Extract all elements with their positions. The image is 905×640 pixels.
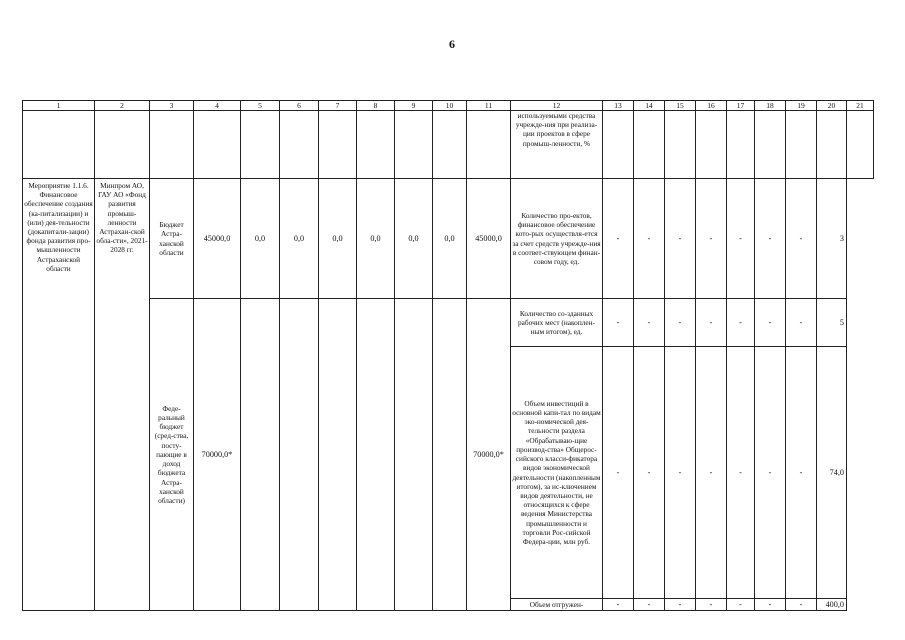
indicator-cell: Объем инвестиций в основной капи-тал по видам эко-номической дея-тельности раздела «Обрабатываю-щие производ-ства» Общерос-сийского класси-фикатора видов экономической деятельности (накопленным итогом), за ис-ключением видов деятельности, не относящихся к сфере ведения Министерства промышленности и торговли Рос-сийской Федера-ции, млн руб. [511, 347, 603, 599]
measure-name-cell: Мероприятие 1.1.6. Финансовое обеспечение создания (ка-питализации) и (или) дея-тельности (докапитали-зации) фонда развития про-мышленности Астраханской области [23, 179, 95, 611]
header-cell: 10 [433, 101, 467, 111]
page-number: 6 [449, 37, 455, 51]
indicator-cell: используемыми средства учрежде-ния при реализа-ции проектов в сфере промыш-ленности, % [511, 111, 603, 179]
year-amount-cell: 0,0 [433, 179, 467, 299]
indicator-value-cell: 400,0 [817, 599, 847, 611]
header-cell: 3 [150, 101, 194, 111]
dash-cell: - [696, 599, 727, 611]
empty-cell [395, 299, 433, 611]
empty-cell [194, 111, 241, 179]
empty-cell [357, 111, 395, 179]
header-cell: 20 [817, 101, 847, 111]
empty-cell [95, 111, 150, 179]
header-cell: 14 [634, 101, 665, 111]
dash-cell: - [665, 179, 696, 299]
header-cell: 18 [755, 101, 786, 111]
dash-cell: - [603, 599, 634, 611]
program-table [22, 100, 874, 611]
dash-cell: - [634, 347, 665, 599]
dash-cell: - [755, 299, 786, 347]
dash-cell: - [727, 179, 755, 299]
header-cell: 16 [696, 101, 727, 111]
empty-cell [727, 111, 755, 179]
year-amount-cell: 45000,0 [467, 179, 511, 299]
total-amount-cell: 70000,0* [194, 299, 241, 611]
empty-cell [150, 111, 194, 179]
empty-cell [357, 299, 395, 611]
funding-source-cell: Бюджет Астра-ханской области [150, 179, 194, 299]
dash-cell: - [696, 179, 727, 299]
dash-cell: - [696, 299, 727, 347]
header-cell: 4 [194, 101, 241, 111]
empty-cell [817, 111, 847, 179]
header-cell: 17 [727, 101, 755, 111]
empty-cell [241, 111, 280, 179]
dash-cell: - [665, 299, 696, 347]
empty-cell [319, 299, 357, 611]
dash-cell: - [665, 599, 696, 611]
dash-cell: - [603, 347, 634, 599]
header-cell: 2 [95, 101, 150, 111]
header-cell: 13 [603, 101, 634, 111]
year-amount-cell: 0,0 [319, 179, 357, 299]
total-amount-cell: 45000,0 [194, 179, 241, 299]
empty-cell [433, 111, 467, 179]
header-cell: 1 [23, 101, 95, 111]
dash-cell: - [786, 599, 817, 611]
dash-cell: - [634, 299, 665, 347]
header-cell: 19 [786, 101, 817, 111]
dash-cell: - [665, 347, 696, 599]
dash-cell: - [696, 347, 727, 599]
indicator-value-cell: 5 [817, 299, 847, 347]
header-cell: 11 [467, 101, 511, 111]
dash-cell: - [755, 599, 786, 611]
header-cell: 5 [241, 101, 280, 111]
header-cell: 12 [511, 101, 603, 111]
dash-cell: - [634, 599, 665, 611]
empty-cell [696, 111, 727, 179]
empty-cell [634, 111, 665, 179]
header-cell: 6 [280, 101, 319, 111]
empty-cell [241, 299, 280, 611]
empty-cell [847, 111, 874, 179]
empty-cell [665, 111, 696, 179]
dash-cell: - [603, 299, 634, 347]
empty-cell [23, 111, 95, 179]
table-row [23, 179, 874, 299]
dash-cell: - [755, 179, 786, 299]
dash-cell: - [755, 347, 786, 599]
empty-cell [467, 111, 511, 179]
header-cell: 9 [395, 101, 433, 111]
empty-cell [433, 299, 467, 611]
empty-cell [786, 111, 817, 179]
indicator-cell: Объем отгружен- [511, 599, 603, 611]
header-cell: 8 [357, 101, 395, 111]
header-cell: 21 [847, 101, 874, 111]
table-row [23, 299, 874, 347]
dash-cell: - [727, 299, 755, 347]
year-amount-cell: 0,0 [241, 179, 280, 299]
table-row [23, 111, 874, 179]
indicator-value-cell: 74,0 [817, 347, 847, 599]
indicator-value-cell: 3 [817, 179, 847, 299]
executor-cell: Минпром АО, ГАУ АО «Фонд развития промыш-ленности Астрахан-ской обла-сти», 2021-2028 гг. [95, 179, 150, 611]
dash-cell: - [634, 179, 665, 299]
dash-cell: - [603, 179, 634, 299]
header-row [23, 101, 874, 111]
indicator-cell: Количество про-ектов, финансовое обеспечение кото-рых осуществля-ется за счет средств учрежде-ния в соответ-ствующем финан-совом году, ед. [511, 179, 603, 299]
empty-cell [319, 111, 357, 179]
dash-cell: - [727, 599, 755, 611]
empty-cell [603, 111, 634, 179]
year-amount-cell: 0,0 [395, 179, 433, 299]
dash-cell: - [786, 347, 817, 599]
year-amount-cell: 0,0 [280, 179, 319, 299]
empty-cell [280, 111, 319, 179]
funding-source-cell: Феде-ральный бюджет (сред-ства, посту-пающие в доход бюджета Астра-ханской области) [150, 299, 194, 611]
year-amount-cell: 0,0 [357, 179, 395, 299]
empty-cell [755, 111, 786, 179]
dash-cell: - [786, 179, 817, 299]
header-cell: 15 [665, 101, 696, 111]
year-amount-cell: 70000,0* [467, 299, 511, 611]
header-cell: 7 [319, 101, 357, 111]
empty-cell [395, 111, 433, 179]
dash-cell: - [786, 299, 817, 347]
empty-cell [280, 299, 319, 611]
dash-cell: - [727, 347, 755, 599]
indicator-cell: Количество со-зданных рабочих мест (накоплен-ным итогом), ед. [511, 299, 603, 347]
